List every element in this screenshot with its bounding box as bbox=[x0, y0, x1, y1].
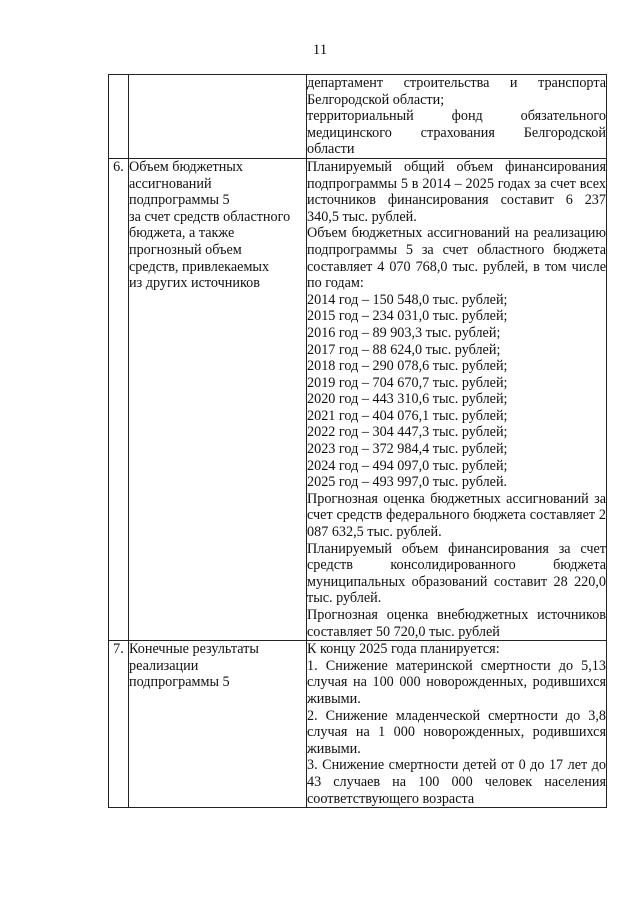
row-name-line: реализации bbox=[129, 657, 199, 674]
row-name-line: Конечные результаты bbox=[129, 641, 259, 658]
year-amount-line: 2014 год – 150 548,0 тыс. рублей; bbox=[307, 291, 508, 308]
table-row-results bbox=[109, 641, 607, 808]
row-name-cell bbox=[129, 641, 307, 808]
paragraph: Планируемый объем финансирования за счет средств консолидированного бюджета муниципальных образований составит 28 220,0 тыс. рублей. bbox=[307, 540, 606, 607]
paragraph: К концу 2025 года планируется: bbox=[307, 641, 500, 658]
year-amount-line: 2020 год – 443 310,6 тыс. рублей; bbox=[307, 391, 508, 408]
row-name-cell bbox=[129, 75, 307, 159]
year-amount-line: 2025 год – 493 997,0 тыс. рублей. bbox=[307, 474, 508, 491]
paragraph: 1. Снижение материнской смертности до 5,13 случая на 100 000 новорожденных, родившихся живыми. bbox=[307, 657, 606, 707]
year-amount-line: 2019 год – 704 670,7 тыс. рублей; bbox=[307, 374, 508, 391]
year-amount-line: 2016 год – 89 903,3 тыс. рублей; bbox=[307, 324, 501, 341]
row-name-line: бюджета, а также bbox=[129, 225, 235, 242]
row-name-line: прогнозный объем bbox=[129, 241, 242, 258]
row-number-cell bbox=[109, 75, 129, 159]
row-name-line: подпрограммы 5 bbox=[129, 674, 230, 691]
row-value-cell bbox=[307, 75, 607, 159]
row-value-cell bbox=[307, 641, 607, 808]
row-name-line: за счет средств областного bbox=[129, 208, 291, 225]
year-amount-line: 2018 год – 290 078,6 тыс. рублей; bbox=[307, 358, 508, 375]
year-amount-line: 2024 год – 494 097,0 тыс. рублей; bbox=[307, 457, 508, 474]
paragraph: 2. Снижение младенческой смертности до 3,8 случая на 1 000 новорожденных, родившихся живыми. bbox=[307, 707, 606, 757]
row-name-line: Объем бюджетных bbox=[129, 158, 243, 175]
year-amount-line: 2023 год – 372 984,4 тыс. рублей; bbox=[307, 441, 508, 458]
row-name-line: ассигнований bbox=[129, 175, 212, 192]
table-row-budget bbox=[109, 158, 607, 640]
row-number-cell: 7. bbox=[109, 641, 129, 808]
year-amount-line: 2021 год – 404 076,1 тыс. рублей; bbox=[307, 407, 508, 424]
paragraph: 3. Снижение смертности детей от 0 до 17 лет до 43 случаев на 100 000 человек населения соответствующего возраста bbox=[307, 757, 606, 807]
row-name-line: средств, привлекаемых bbox=[129, 258, 270, 275]
row-name-line: подпрограммы 5 bbox=[129, 192, 230, 209]
paragraph: Прогнозная оценка внебюджетных источников составляет 50 720,0 тыс. рублей bbox=[307, 607, 606, 640]
row-name-line: из других источников bbox=[129, 275, 260, 292]
year-amount-line: 2022 год – 304 447,3 тыс. рублей; bbox=[307, 424, 508, 441]
row-value-cell bbox=[307, 158, 607, 640]
page-number: 11 bbox=[312, 42, 328, 58]
year-amount-line: 2017 год – 88 624,0 тыс. рублей; bbox=[307, 341, 501, 358]
paragraph: Объем бюджетных ассигнований на реализацию подпрограммы 5 за счет областного бюджета составляет 4 070 768,0 тыс. рублей, в том числе по годам: bbox=[307, 225, 606, 292]
subprogram-passport-table bbox=[108, 74, 607, 808]
paragraph: Прогнозная оценка бюджетных ассигнований за счет средств федерального бюджета составляет 2 087 632,5 тыс. рублей. bbox=[307, 490, 606, 541]
row-name-cell bbox=[129, 158, 307, 640]
paragraph: департамент строительства и транспорта Белгородской области; bbox=[307, 75, 606, 108]
table-row-continuation bbox=[109, 75, 607, 159]
year-amount-line: 2015 год – 234 031,0 тыс. рублей; bbox=[307, 308, 508, 325]
paragraph: Планируемый общий объем финансирования подпрограммы 5 в 2014 – 2025 годах за счет всех источников финансирования составит 6 237 340,5 тыс. рублей. bbox=[307, 158, 606, 225]
paragraph: территориальный фонд обязательного медицинского страхования Белгородской области bbox=[307, 108, 606, 158]
row-number-cell: 6. bbox=[109, 158, 129, 640]
